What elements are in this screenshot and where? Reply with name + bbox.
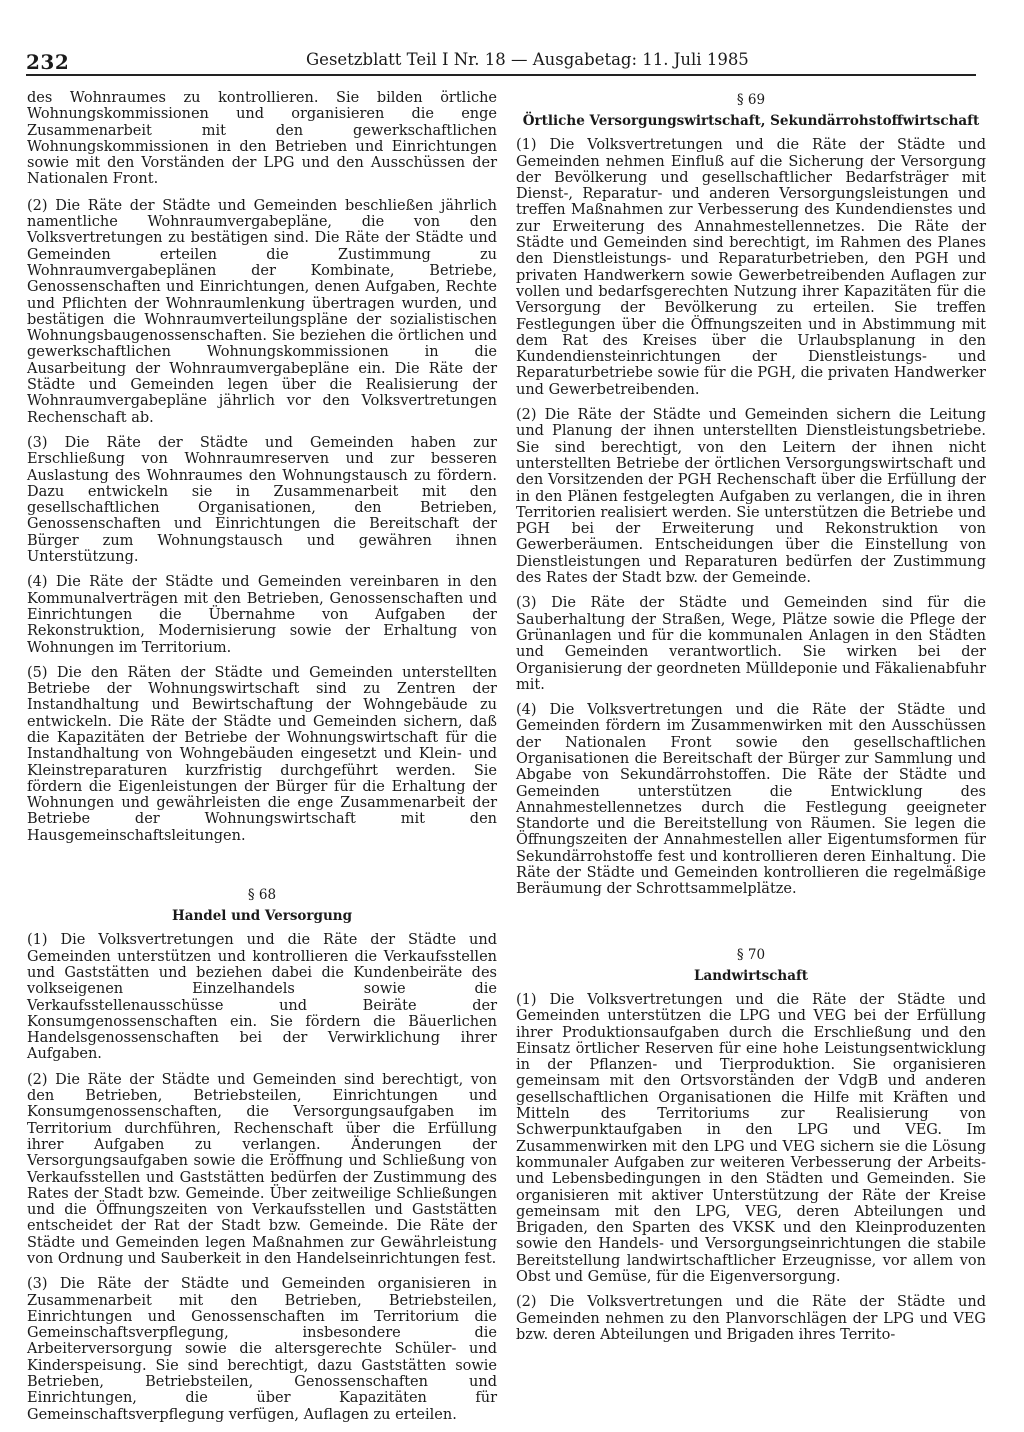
paragraph-continuation: des Wohnraumes zu kontrollieren. Sie bilden örtliche Wohnungskommissionen und organisieren die enge Zusammenarbeit mit den gewerkschaftlichen Wohnungskommissionen in den Betrieben und Einrichtungen sowie mit den Vorständen der LPG und den Ausschüssen der Nationalen Front. <box>27 90 497 188</box>
section-69-number: § 69 <box>736 92 766 108</box>
section-70-title: Landwirtschaft <box>693 967 809 984</box>
paragraph-67-2: (2) Die Räte der Städte und Gemeinden beschließen jährlich namentliche Wohnraumvergabepläne, die von den Volksvertretungen zu bestätigen sind. Die Räte der Städte und Gemeinden erteilen die Zustimmung zu Wohnraumvergabeplänen der Kombinate, Betriebe, Genossenschaften und Einrichtungen, denen Aufgaben, Rechte und Pflichten der Wohnraumlenkung übertragen wurden, und bestätigen die Wohnraumverteilungspläne der sozialistischen Wohnungsbaugenossenschaften. Sie beziehen die örtlichen und gewerkschaftlichen Wohnungskommissionen in die Ausarbeitung der Wohnraumvergabepläne ein. Die Räte der Städte und Gemeinden legen über die Realisierung der Wohnraumvergabepläne jährlich vor den Volksvertretungen Rechenschaft ab. <box>27 197 497 426</box>
paragraph-70-1: (1) Die Volksvertretungen und die Räte der Städte und Gemeinden unterstützen die LPG und VEG bei der Erfüllung ihrer Produktionsaufgaben durch die Erschließung und den Einsatz örtlicher Reserven für eine hohe Leistungsentwicklung in der Pflanzen- und Tierproduktion. Sie organisieren gemeinsam mit den Ortsvorständen der VdgB und anderen gesellschaftlichen Organisationen die Hilfe mit Kräften und Mitteln des Territoriums zur Realisierung von Schwerpunktaufgaben in den LPG und VEG. Im Zusammenwirken mit den LPG und VEG sichern sie die Lösung kommunaler Aufgaben zur weiteren Verbesserung der Arbeits- und Lebensbedingungen in den Städten und Gemeinden. Sie organisieren mit aktiver Unterstützung der Räte der Kreise gemeinsam mit den LPG, VEG, deren Abteilungen und Brigaden, den Sparten des VKSK und den Kleinproduzenten sowie den Handels- und Versorgungseinrichtungen die stabile Bereitstellung landwirtschaftlicher Erzeugnisse, vor allem von Obst und Gemüse, für die Eigenversorgung. <box>516 991 986 1285</box>
paragraph-69-4: (4) Die Volksvertretungen und die Räte der Städte und Gemeinden fördern im Zusammenwirken mit den Ausschüssen der Nationalen Front sowie den gesellschaftlichen Organisationen die Bereitschaft der Bürger zur Sammlung und Abgabe von Sekundärrohstoffen. Die Räte der Städte und Gemeinden unterstützen die Entwicklung des Annahmestellennetzes durch die Festlegung geeigneter Standorte und die Bereitstellung von Räumen. Sie legen die Öffnungszeiten der Annahmestellen aller Eigentumsformen für Sekundärrohstoffe fest und kontrollieren deren Einhaltung. Die Räte der Städte und Gemeinden kontrollieren die regelmäßige Beräumung der Schrottsammelplätze. <box>516 702 986 898</box>
paragraph-68-1: (1) Die Volksvertretungen und die Räte der Städte und Gemeinden unterstützen und kontrollieren die Verkaufsstellen und Gaststätten und beziehen dabei die Kundenbeiräte des volkseigenen Einzelhandels sowie die Verkaufsstellenausschüsse und Beiräte der Konsumgenossenschaften ein. Sie fördern die Bäuerlichen Handelsgenossenschaften bei der Verwirklichung ihrer Aufgaben. <box>27 932 497 1063</box>
gazette-title: Gesetzblatt Teil I Nr. 18 — Ausgabetag: 11. Juli 1985 <box>306 50 749 69</box>
page-number: 232 <box>26 50 70 74</box>
left-column <box>27 90 497 1432</box>
paragraph-69-1: (1) Die Volksvertretungen und die Räte der Städte und Gemeinden nehmen Einfluß auf die Sicherung der Versorgung der Bevölkerung und gesellschaftlicher Bedarfsträger mit Dienst-, Reparatur- und anderen Versorgungsleistungen und treffen Maßnahmen zur Verbesserung des Kundendienstes und zur Erweiterung des Annahmestellennetzes. Die Räte der Städte und Gemeinden sind berechtigt, im Rahmen des Planes den Dienstleistungs- und Reparaturbetrieben, den PGH und privaten Handwerkern sowie Gewerbetreibenden Auflagen zur vollen und bedarfsgerechten Nutzung ihrer Kapazitäten für die Versorgung der Bevölkerung zu erteilen. Sie treffen Festlegungen über die Öffnungszeiten und in Abstimmung mit dem Rat des Kreises über die Urlaubsplanung in den Kundendiensteinrichtungen der Dienstleistungs- und Reparaturbetriebe sowie für die PGH, die privaten Handwerker und Gewerbetreibenden. <box>516 137 986 398</box>
paragraph-68-2: (2) Die Räte der Städte und Gemeinden sind berechtigt, von den Betrieben, Betriebsteilen, Einrichtungen und Konsumgenossenschaften, die Versorgungsaufgaben im Territorium durchführen, Rechenschaft über die Erfüllung ihrer Aufgaben zu verlangen. Änderungen der Versorgungsaufgaben sowie die Eröffnung und Schließung von Verkaufsstellen und Gaststätten bedürfen der Zustimmung des Rates der Stadt bzw. Gemeinde. Über zeitweilige Schließungen und die Öffnungszeiten von Verkaufsstellen und Gaststätten entscheidet der Rat der Stadt bzw. Gemeinde. Die Räte der Städte und Gemeinden legen Maßnahmen zur Gewährleistung von Ordnung und Sauberkeit in den Handelseinrichtungen fest. <box>27 1071 497 1267</box>
paragraph-69-3: (3) Die Räte der Städte und Gemeinden sind für die Sauberhaltung der Straßen, Wege, Plätze sowie die Pflege der Grünanlagen und für die kommunalen Anlagen in den Städten und Gemeinden verantwortlich. Sie wirken bei der Organisierung der geordneten Mülldeponie und Fäkalienabfuhr mit. <box>516 595 986 693</box>
section-70-number: § 70 <box>736 946 766 963</box>
page-header <box>0 46 1024 76</box>
header-rule <box>26 74 976 76</box>
section-68-title: Handel und Versorgung <box>171 908 353 925</box>
paragraph-67-5: (5) Die den Räten der Städte und Gemeinden unterstellten Betriebe der Wohnungswirtschaft sind zu Zentren der Instandhaltung und Bewirtschaftung der Wohngebäude zu entwickeln. Die Räte der Städte und Gemeinden sichern, daß die Kapazitäten der Betriebe der Wohnungswirtschaft für die Instandhaltung von Wohngebäuden eingesetzt und Klein- und Kleinstreparaturen kurzfristig durchgeführt werden. Sie fördern die Eigenleistungen der Bürger für die Erhaltung der Wohnungen und gewährleisten die enge Zusammenarbeit der Betriebe der Wohnungswirtschaft mit den Hausgemeinschaftsleitungen. <box>27 664 497 844</box>
paragraph-69-2: (2) Die Räte der Städte und Gemeinden sichern die Leitung und Planung der ihnen unterstellten Dienstleistungsbetriebe. Sie sind berechtigt, von den Leitern der ihnen nicht unterstellten Betriebe der örtlichen Versorgungswirtschaft und den Vorsitzenden der PGH Rechenschaft über die Erfüllung der in den Plänen festgelegten Aufgaben zu verlangen, die in ihren Territorien realisiert werden. Sie unterstützen die Betriebe und PGH bei der Erweiterung und Rekonstruktion von Gewerberäumen. Entscheidungen über die Einstellung von Dienstleistungen und Reparaturen bedürfen der Zustimmung des Rates der Stadt bzw. der Gemeinde. <box>516 407 986 587</box>
paragraph-67-4: (4) Die Räte der Städte und Gemeinden vereinbaren in den Kommunalverträgen mit den Betrieben, Genossenschaften und Einrichtungen die Übernahme von Aufgaben der Rekonstruktion, Modernisierung sowie der Erhaltung von Wohnungen im Territorium. <box>27 574 497 656</box>
section-spacer <box>27 853 497 887</box>
paragraph-68-3: (3) Die Räte der Städte und Gemeinden organisieren in Zusammenarbeit mit den Betrieben, Betriebsteilen, Einrichtungen und Genossenschaften im Territorium die Gemeinschaftsverpflegung, insbesondere die Arbeiterversorgung sowie die altersgerechte Schüler- und Kinderspeisung. Sie sind berechtigt, dazu Gaststätten sowie Betrieben, Betriebsteilen, Genossenschaften und Einrichtungen, die über Kapazitäten für Gemeinschaftsverpflegung verfügen, Auflagen zu erteilen. <box>27 1276 497 1423</box>
section-spacer <box>516 907 986 947</box>
paragraph-67-3: (3) Die Räte der Städte und Gemeinden haben zur Erschließung von Wohnraumreserven und zur besseren Auslastung des Wohnraumes den Wohnungstausch zu fördern. Dazu entwickeln sie in Zusammenarbeit mit den gesellschaftlichen Organisationen, den Betrieben, Genossenschaften und Einrichtungen die Bereitschaft der Bürger zum Wohnungstausch und gewähren ihnen Unterstützung. <box>27 434 497 566</box>
right-column <box>516 92 986 1352</box>
paragraph-70-2: (2) Die Volksvertretungen und die Räte der Städte und Gemeinden nehmen zu den Planvorschlägen der LPG und VEG bzw. deren Abteilungen und Brigaden ihres Territo- <box>516 1294 986 1343</box>
section-68-number: § 68 <box>247 887 277 904</box>
section-69-title: Örtliche Versorgungswirtschaft, Sekundärrohstoffwirtschaft <box>522 113 980 130</box>
